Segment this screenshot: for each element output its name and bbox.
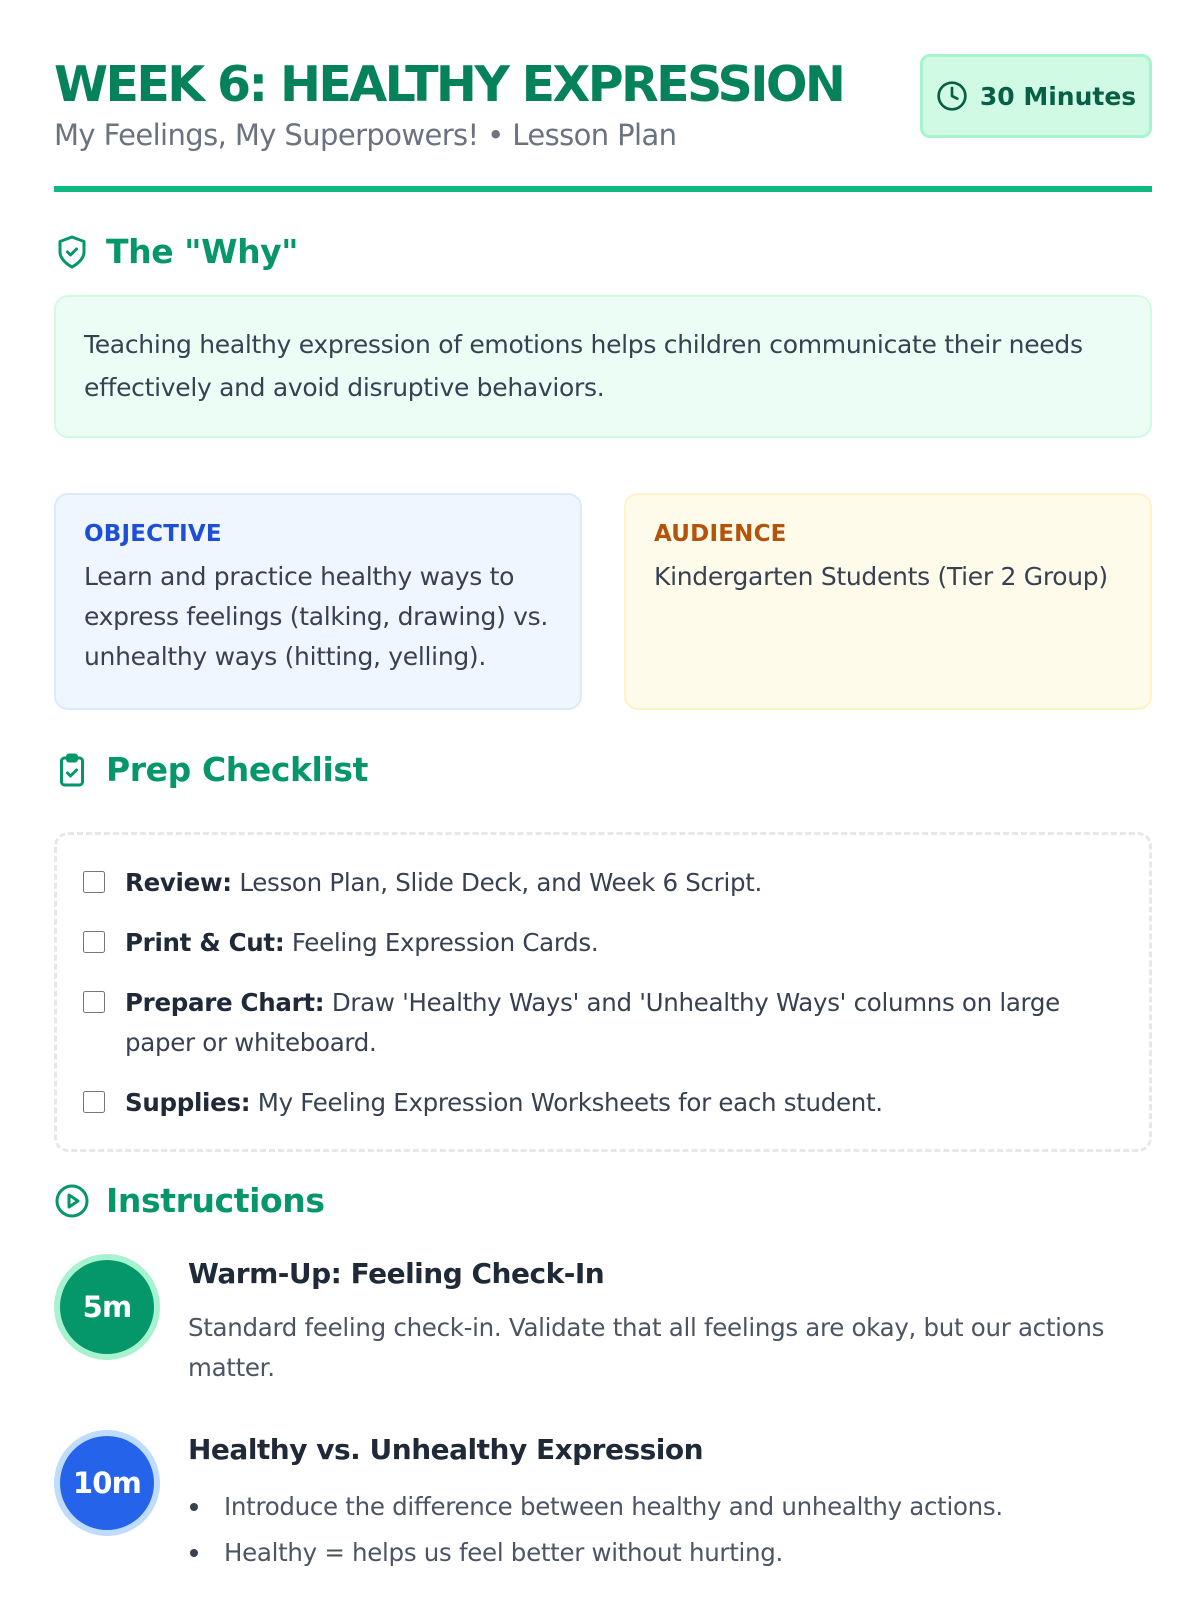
checklist-item-text (125, 1083, 883, 1123)
checklist-item-label: Print & Cut: (125, 928, 285, 957)
checklist-item-label: Prepare Chart: (125, 988, 325, 1017)
objective-text: Learn and practice healthy ways to express feelings (talking, drawing) vs. unhealthy ways (hitting, yelling). (84, 562, 549, 671)
checklist-checkbox[interactable] (83, 991, 105, 1013)
play-circle-icon (54, 1183, 90, 1219)
audience-label: AUDIENCE (654, 521, 787, 547)
clipboard-check-icon (54, 752, 90, 788)
duration-label: 30 Minutes (979, 81, 1137, 111)
prep-checklist (54, 832, 1152, 1152)
duration-badge (920, 54, 1152, 138)
list-item: Healthy = helps us feel better without hurting. (188, 1530, 1152, 1576)
checklist-item-label: Review: (125, 868, 232, 897)
checklist-item (83, 1083, 1123, 1123)
step-title: Warm-Up: Feeling Check-In (188, 1257, 605, 1290)
clock-icon (936, 80, 968, 112)
header (54, 52, 1152, 192)
checklist-item-desc: My Feeling Expression Worksheets for each student. (257, 1088, 883, 1117)
checklist-item (83, 983, 1123, 1063)
why-box: Teaching healthy expression of emotions helps children communicate their needs effectively and avoid disruptive behaviors. (54, 295, 1152, 438)
step-time-badge: 10m (54, 1430, 160, 1536)
checklist-heading: Prep Checklist (106, 750, 368, 789)
step-description: Standard feeling check-in. Validate that all feelings are okay, but our actions matter. (188, 1313, 1105, 1382)
objective-label: OBJECTIVE (84, 521, 222, 547)
instructions-heading: Instructions (106, 1181, 325, 1220)
step-title: Healthy vs. Unhealthy Expression (188, 1433, 704, 1466)
checklist-item-text (125, 983, 1123, 1063)
step-bullet-list (188, 1484, 1152, 1576)
instructions-section-heading (54, 1181, 325, 1220)
checklist-checkbox[interactable] (83, 1091, 105, 1113)
checklist-checkbox[interactable] (83, 871, 105, 893)
audience-text: Kindergarten Students (Tier 2 Group) (654, 562, 1108, 591)
checklist-item (83, 923, 1123, 963)
objective-card (54, 493, 582, 710)
page-subtitle: My Feelings, My Superpowers! • Lesson Plan (54, 118, 677, 152)
step-body (188, 1254, 1152, 1388)
list-item: Introduce the difference between healthy and unhealthy actions. (188, 1484, 1152, 1530)
shield-check-icon (54, 234, 90, 270)
why-section-heading (54, 232, 298, 271)
step-body (188, 1430, 1152, 1576)
checklist-section-heading (54, 750, 368, 789)
checklist-item-desc: Feeling Expression Cards. (291, 928, 599, 957)
header-divider (54, 186, 1152, 192)
checklist-item (83, 863, 1123, 903)
checklist-item-text (125, 863, 762, 903)
checklist-item-label: Supplies: (125, 1088, 251, 1117)
page-title: WEEK 6: HEALTHY EXPRESSION (54, 56, 844, 113)
why-heading: The "Why" (106, 232, 299, 271)
step-time-badge: 5m (54, 1254, 160, 1360)
checklist-checkbox[interactable] (83, 931, 105, 953)
checklist-item-desc: Lesson Plan, Slide Deck, and Week 6 Script. (239, 868, 763, 897)
audience-card (624, 493, 1152, 710)
checklist-item-desc: Draw 'Healthy Ways' and 'Unhealthy Ways' columns on large paper or whiteboard. (125, 988, 1060, 1057)
checklist-item-text (125, 923, 598, 963)
